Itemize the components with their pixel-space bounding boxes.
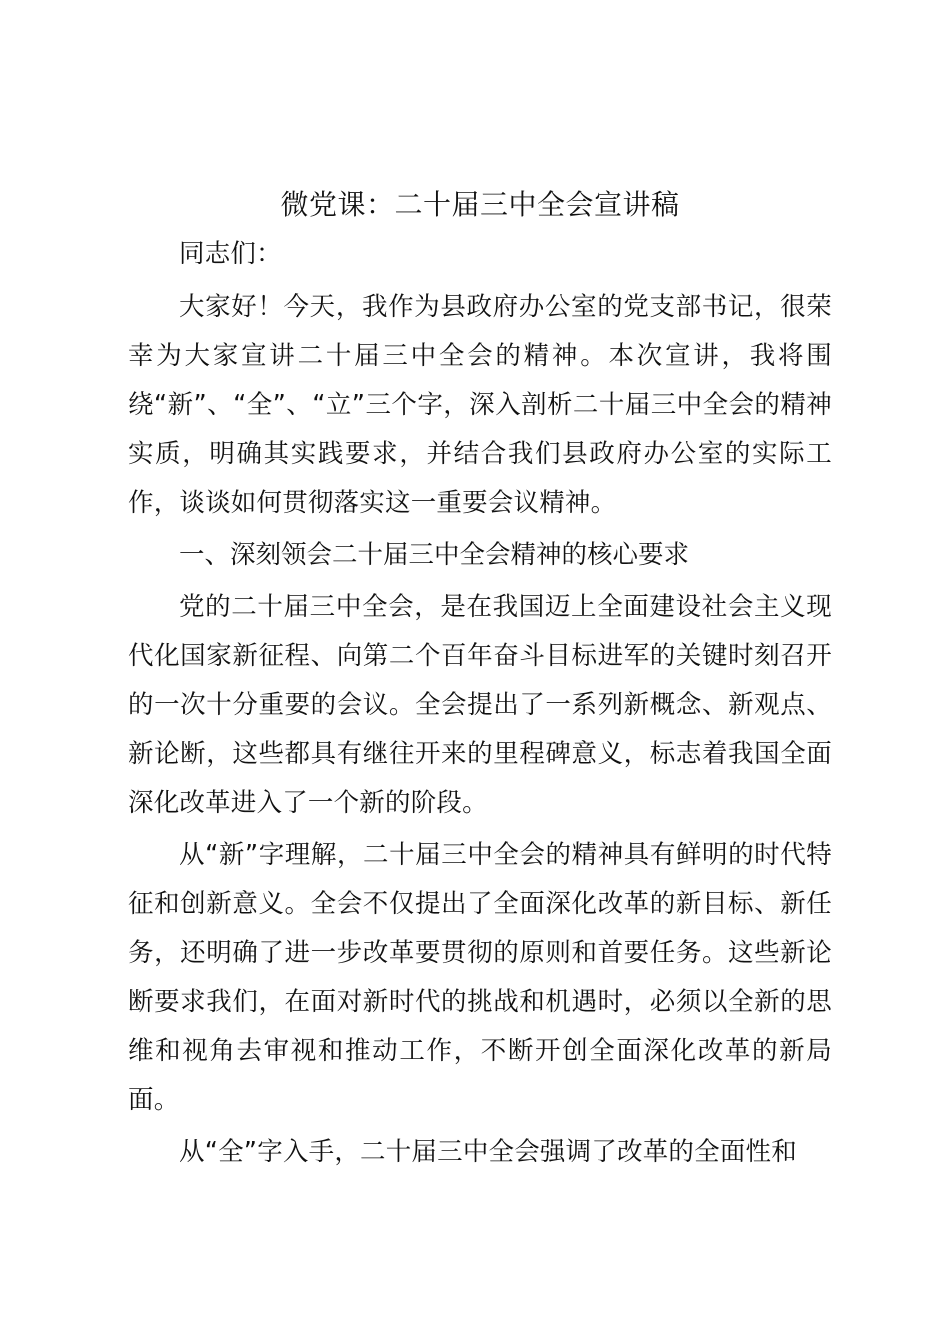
section-heading-1: 一、深刻领会二十届三中全会精神的核心要求 <box>179 540 690 570</box>
paragraph-intro: 大家好！今天，我作为县政府办公室的党支部书记，很荣幸为大家宣讲二十届三中全会的精神。本次宣讲，我将围绕“新”、“全”、“立”三个字，深入剖析二十届三中全会的精神实质，明确其实践要求，并结合我们县政府办公室的实际工作，谈谈如何贯彻落实这一重要会议精神。 <box>128 292 832 518</box>
paragraph-new: 从“新”字理解，二十届三中全会的精神具有鲜明的时代特征和创新意义。全会不仅提出了全面深化改革的新目标、新任务，还明确了进一步改革要贯彻的原则和首要任务。这些新论断要求我们，在面对新时代的挑战和机遇时，必须以全新的思维和视角去审视和推动工作，不断开创全面深化改革的新局面。 <box>128 840 832 1115</box>
paragraph-comprehensive: 从“全”字入手，二十届三中全会强调了改革的全面性和 <box>179 1137 797 1167</box>
greeting: 同志们： <box>179 239 282 269</box>
document-body <box>128 180 832 1177</box>
document-title: 微党课：二十届三中全会宣讲稿 <box>280 188 680 221</box>
paragraph-plenary-significance: 党的二十届三中全会，是在我国迈上全面建设社会主义现代化国家新征程、向第二个百年奋斗目标进军的关键时刻召开的一次十分重要的会议。全会提出了一系列新概念、新观点、新论断，这些都具有继往开来的里程碑意义，标志着我国全面深化改革进入了一个新的阶段。 <box>128 592 832 818</box>
